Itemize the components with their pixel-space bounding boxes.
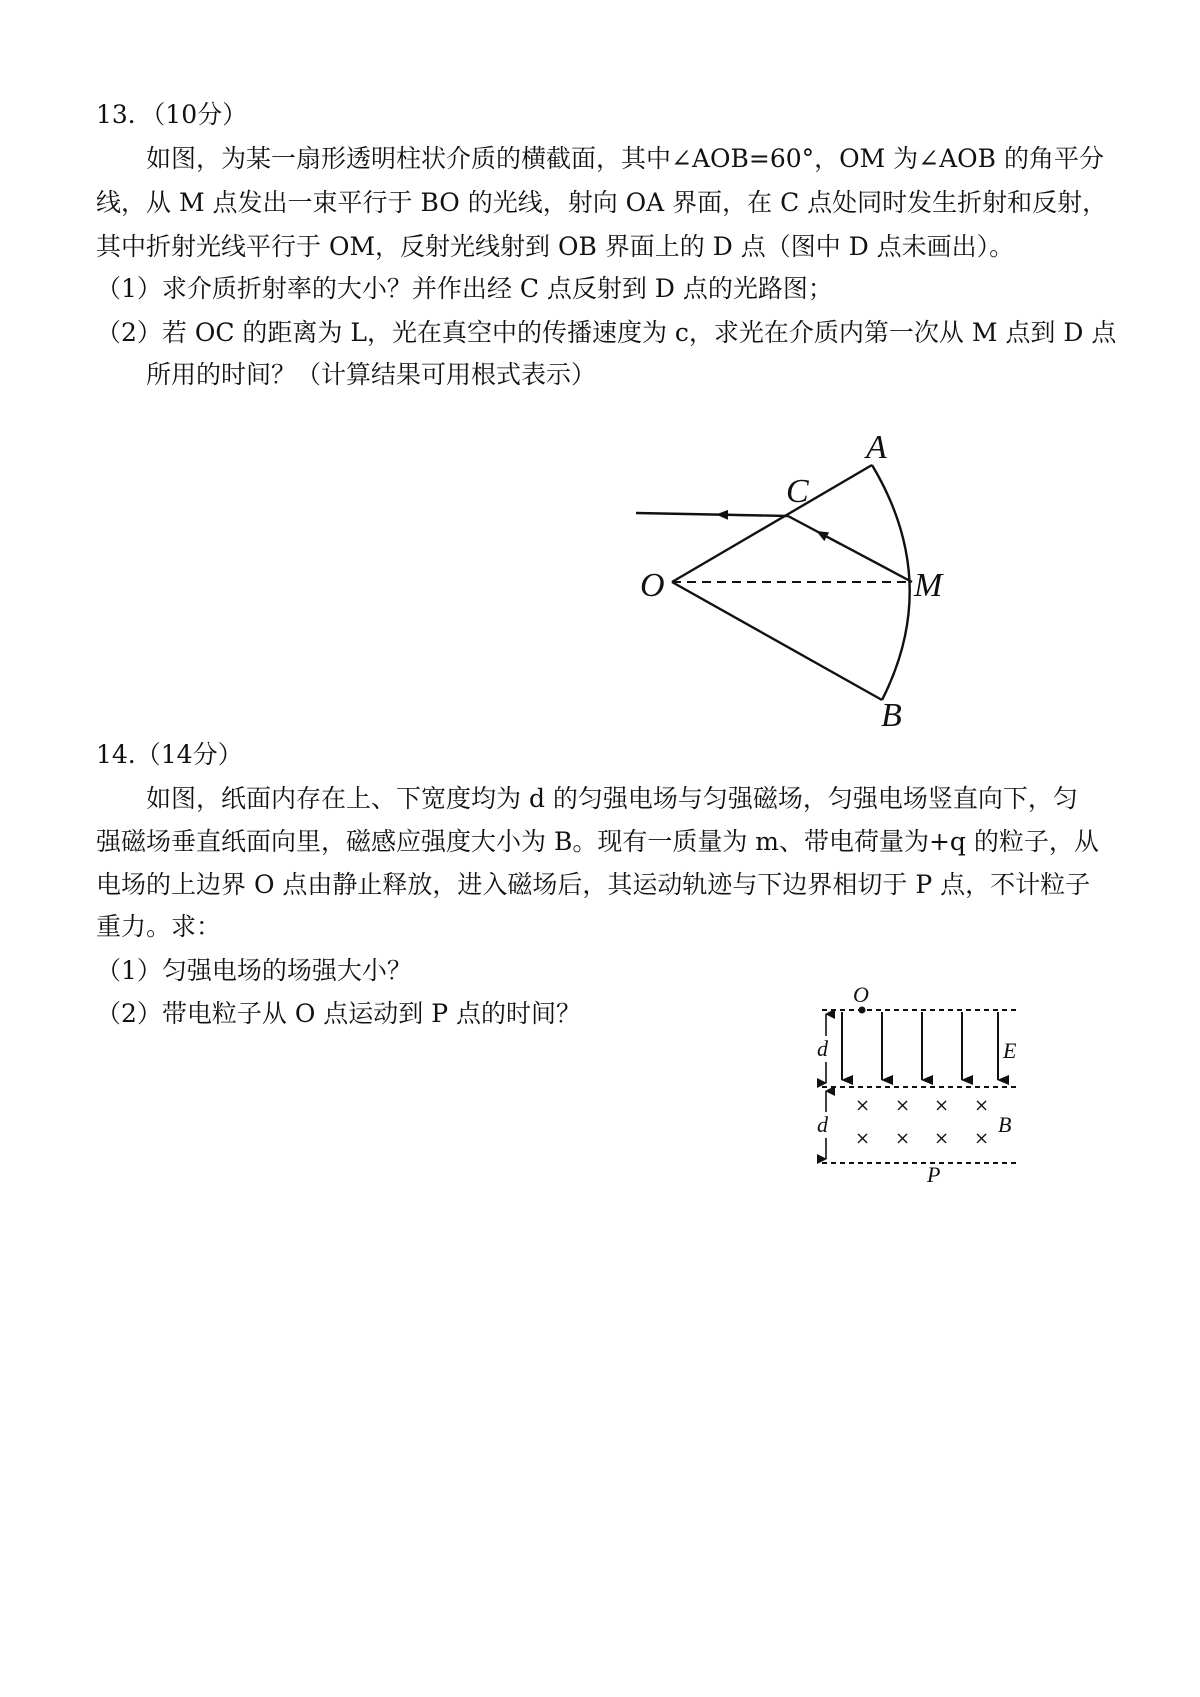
refracted-ray <box>636 513 788 516</box>
q13-text-line1: 如图，为某一扇形透明柱状介质的横截面，其中∠AOB=60°，OM 为∠AOB 的角平分 <box>146 144 1104 173</box>
q14-text-line4: 重力。求： <box>96 912 222 941</box>
q13-text-line3: 其中折射光线平行于 OM，反射光线射到 OB 界面上的 D 点（图中 D 点未画出）。 <box>96 232 1015 261</box>
q14-header: 14.（14分） <box>96 740 243 769</box>
q13-part1: （1）求介质折射率的大小？并作出经 C 点反射到 D 点的光路图； <box>96 274 833 303</box>
q13-part2-line2: 所用的时间？（计算结果可用根式表示） <box>146 360 597 389</box>
label-d-bottom: d <box>817 1112 828 1137</box>
q13-part2-line1: （2）若 OC 的距离为 L，光在真空中的传播速度为 c，求光在介质内第一次从 M 点到 D 点 <box>96 318 1117 347</box>
q14-text-line2: 强磁场垂直纸面向里，磁感应强度大小为 B。现有一质量为 m、带电荷量为+q 的粒子，从 <box>96 827 1099 856</box>
label-O: O <box>640 567 665 604</box>
label-C: C <box>786 473 809 510</box>
label-P: P <box>927 1162 941 1187</box>
q14-text-line1: 如图，纸面内存在上、下宽度均为 d 的匀强电场与匀强磁场，匀强电场竖直向下，匀 <box>146 784 1078 813</box>
electric-field-arrows <box>842 1012 998 1080</box>
q14-part2: （2）带电粒子从 O 点运动到 P 点的时间？ <box>96 999 582 1028</box>
label-M: M <box>914 567 943 604</box>
label-B: B <box>881 697 902 734</box>
cross-mark: × <box>895 1095 911 1116</box>
magnetic-field-crosses <box>855 1095 989 1149</box>
q14-text-line3: 电场的上边界 O 点由静止释放，进入磁场后，其运动轨迹与下边界相切于 P 点，不计粒子 <box>96 870 1091 899</box>
q13-sector-figure <box>0 0 1200 760</box>
radius-OA <box>672 465 872 582</box>
radius-OB <box>672 582 882 700</box>
ray-M-to-C <box>788 516 912 582</box>
q14-part1: （1）匀强电场的场强大小？ <box>96 956 412 985</box>
cross-mark: × <box>855 1128 871 1149</box>
cross-mark: × <box>934 1128 950 1149</box>
ray-M-to-C-arrow <box>818 532 840 544</box>
label-A: A <box>866 429 887 466</box>
label-d-top: d <box>817 1036 828 1061</box>
cross-mark: × <box>974 1095 990 1116</box>
q14-field-figure <box>800 985 1040 1195</box>
cross-mark: × <box>895 1128 911 1149</box>
cross-mark: × <box>855 1095 871 1116</box>
point-O <box>859 1007 866 1014</box>
label-E: E <box>1003 1038 1017 1063</box>
refracted-ray-arrow <box>718 515 748 516</box>
cross-mark: × <box>934 1095 950 1116</box>
q13-header: 13．（10分） <box>96 100 248 129</box>
q13-text-line2: 线，从 M 点发出一束平行于 BO 的光线，射向 OA 界面，在 C 点处同时发生折射和反射， <box>96 188 1108 217</box>
cross-mark: × <box>974 1128 990 1149</box>
label-O-14: O <box>853 985 869 1007</box>
label-B-14: B <box>998 1112 1012 1137</box>
